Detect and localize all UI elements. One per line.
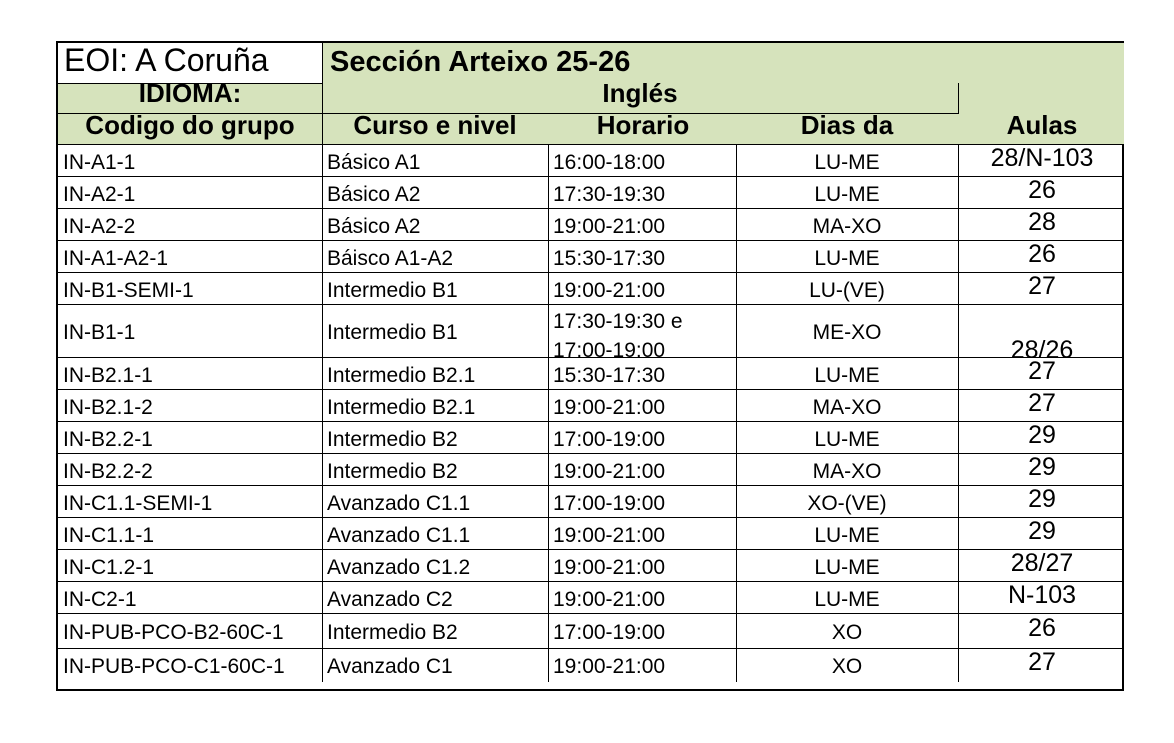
cell-days: XO-(VE) <box>807 492 887 515</box>
divider <box>736 390 737 422</box>
cell-room: 27 <box>1028 357 1056 385</box>
cell-days: LU-ME <box>814 556 880 579</box>
cell-course: Básico A2 <box>327 215 421 238</box>
cell-room: 29 <box>1028 421 1056 449</box>
cell-course: Avanzado C1.2 <box>327 556 471 579</box>
divider <box>958 550 959 582</box>
divider <box>548 273 549 305</box>
divider <box>322 145 323 177</box>
cell-code: IN-B1-SEMI-1 <box>63 279 194 302</box>
divider <box>736 422 737 454</box>
table-row <box>58 209 1124 241</box>
table-row <box>58 454 1124 486</box>
section-title: Sección Arteixo 25-26 <box>330 46 631 78</box>
divider <box>736 582 737 614</box>
divider <box>736 209 737 241</box>
cell-code: IN-C1.1-1 <box>63 524 155 547</box>
cell-days: LU-ME <box>814 364 880 387</box>
cell-room: 27 <box>1028 648 1056 676</box>
cell-code: IN-C2-1 <box>63 588 137 611</box>
divider <box>548 614 549 649</box>
divider <box>958 209 959 241</box>
cell-course: Avanzado C2 <box>327 588 453 611</box>
cell-course: Avanzado C1 <box>327 655 453 678</box>
cell-days: LU-ME <box>814 428 880 451</box>
cell-schedule: 19:00-21:00 <box>553 215 666 238</box>
divider <box>548 145 549 177</box>
cell-schedule: 15:30-17:30 <box>553 364 666 387</box>
divider <box>548 454 549 486</box>
cell-course: Avanzado C1.1 <box>327 492 471 515</box>
table-row <box>58 582 1124 614</box>
divider <box>958 83 959 114</box>
table-row <box>58 177 1124 209</box>
cell-days: XO <box>831 621 863 644</box>
divider <box>958 486 959 518</box>
cell-course: Intermedio B2.1 <box>327 364 476 387</box>
cell-schedule: 17:00-19:00 <box>553 492 666 515</box>
cell-days: LU-ME <box>814 247 880 270</box>
cell-days: LU-ME <box>814 151 880 174</box>
cell-room: 28/N-103 <box>990 144 1094 172</box>
cell-room: 26 <box>1028 614 1056 642</box>
divider <box>736 241 737 273</box>
table-row <box>58 518 1124 550</box>
divider <box>322 43 323 145</box>
divider <box>736 486 737 518</box>
cell-course: Intermedio B1 <box>327 321 458 344</box>
divider <box>958 177 959 209</box>
divider <box>958 614 959 649</box>
cell-days: LU-(VE) <box>809 279 885 302</box>
cell-course: Básico A2 <box>327 183 421 206</box>
divider <box>548 582 549 614</box>
cell-course: Intermedio B2 <box>327 428 458 451</box>
divider <box>736 454 737 486</box>
cell-room: N-103 <box>1007 581 1077 609</box>
divider <box>548 422 549 454</box>
column-header-code: Codigo do grupo <box>85 110 295 140</box>
table-row <box>58 358 1124 390</box>
cell-course: Intermedio B1 <box>327 279 458 302</box>
table-row <box>58 273 1124 305</box>
divider <box>322 486 323 518</box>
cell-days: XO <box>831 655 863 678</box>
cell-course: Intermedio B2.1 <box>327 396 476 419</box>
divider <box>736 614 737 649</box>
divider <box>958 273 959 305</box>
cell-schedule: 19:00-21:00 <box>553 556 666 579</box>
cell-schedule: 19:00-21:00 <box>553 524 666 547</box>
cell-days: LU-ME <box>814 588 880 611</box>
cell-course: Intermedio B2 <box>327 621 458 644</box>
cell-schedule: 16:00-18:00 <box>553 151 666 174</box>
cell-room: 28/26 <box>1010 336 1074 364</box>
cell-room: 28/27 <box>1010 549 1074 577</box>
cell-schedule: 19:00-21:00 <box>553 279 666 302</box>
cell-course: Básico A1 <box>327 151 421 174</box>
divider <box>958 145 959 177</box>
divider <box>736 273 737 305</box>
cell-room: 27 <box>1028 389 1056 417</box>
table-row <box>58 614 1124 649</box>
cell-code: IN-A2-1 <box>63 183 136 206</box>
divider <box>958 305 959 358</box>
divider <box>548 390 549 422</box>
cell-code: IN-C1.1-SEMI-1 <box>63 492 213 515</box>
divider <box>736 145 737 177</box>
divider <box>958 518 959 550</box>
cell-days: MA-XO <box>812 215 882 238</box>
cell-room: 27 <box>1028 272 1056 300</box>
cell-code: IN-A1-A2-1 <box>63 247 169 270</box>
divider <box>548 209 549 241</box>
cell-room: 26 <box>1028 240 1056 268</box>
divider <box>736 649 737 682</box>
cell-room: 29 <box>1028 453 1056 481</box>
cell-code: IN-PUB-PCO-B2-60C-1 <box>63 621 284 644</box>
cell-days: MA-XO <box>812 396 882 419</box>
cell-course: Intermedio B2 <box>327 460 458 483</box>
cell-days: LU-ME <box>814 183 880 206</box>
table-row <box>58 241 1124 273</box>
cell-schedule: 17:30-19:30 <box>553 183 666 206</box>
divider <box>322 582 323 614</box>
divider <box>322 241 323 273</box>
divider <box>958 422 959 454</box>
cell-course: Avanzado C1.1 <box>327 524 471 547</box>
cell-code: IN-C1.2-1 <box>63 556 155 579</box>
cell-schedule: 17:30-19:30 e <box>553 310 683 333</box>
schedule-table <box>56 41 1124 691</box>
cell-code: IN-B2.1-2 <box>63 396 153 419</box>
cell-schedule: 19:00-21:00 <box>553 460 666 483</box>
divider <box>736 305 737 358</box>
divider <box>736 177 737 209</box>
divider <box>548 241 549 273</box>
divider <box>548 550 549 582</box>
language-name: Inglés <box>602 78 678 108</box>
cell-schedule: 17:00-19:00 <box>553 621 666 644</box>
divider <box>958 358 959 390</box>
table-row <box>58 550 1124 582</box>
cell-room: 29 <box>1028 517 1056 545</box>
divider <box>548 486 549 518</box>
divider <box>736 358 737 390</box>
cell-days: MA-XO <box>812 460 882 483</box>
divider <box>322 454 323 486</box>
table-row <box>58 145 1124 177</box>
divider <box>322 209 323 241</box>
divider <box>958 390 959 422</box>
column-header-schedule: Horario <box>596 110 690 140</box>
divider <box>322 177 323 209</box>
table-row <box>58 305 1124 364</box>
table-row <box>58 649 1124 682</box>
divider <box>322 518 323 550</box>
divider <box>322 305 323 358</box>
cell-code: IN-B2.2-1 <box>63 428 153 451</box>
cell-schedule: 17:00-19:00 <box>553 428 666 451</box>
cell-schedule: 19:00-21:00 <box>553 655 666 678</box>
divider <box>548 518 549 550</box>
cell-room: 26 <box>1028 176 1056 204</box>
cell-days: ME-XO <box>812 321 882 344</box>
divider <box>548 358 549 390</box>
divider <box>322 614 323 649</box>
cell-code: IN-B2.1-1 <box>63 364 153 387</box>
cell-code: IN-A1-1 <box>63 151 136 174</box>
column-header-days: Dias da <box>800 110 894 140</box>
cell-code: IN-PUB-PCO-C1-60C-1 <box>63 655 285 678</box>
divider <box>958 649 959 682</box>
divider <box>958 582 959 614</box>
divider <box>322 422 323 454</box>
divider <box>548 305 549 358</box>
divider <box>322 390 323 422</box>
divider <box>736 518 737 550</box>
divider <box>322 358 323 390</box>
cell-schedule: 15:30-17:30 <box>553 247 666 270</box>
table-row <box>58 390 1124 422</box>
cell-schedule-line2: 17:00-19:00 <box>553 339 666 362</box>
idioma-label: IDIOMA: <box>138 78 242 108</box>
cell-schedule: 19:00-21:00 <box>553 396 666 419</box>
divider <box>958 241 959 273</box>
cell-course: Báisco A1-A2 <box>327 247 454 270</box>
table-row <box>58 422 1124 454</box>
divider <box>958 454 959 486</box>
divider <box>322 649 323 682</box>
divider <box>322 550 323 582</box>
column-header-rooms: Aulas <box>1006 110 1078 140</box>
divider <box>322 273 323 305</box>
table-row <box>58 486 1124 518</box>
cell-code: IN-A2-2 <box>63 215 136 238</box>
cell-code: IN-B2.2-2 <box>63 460 153 483</box>
divider <box>548 649 549 682</box>
cell-room: 28 <box>1028 208 1056 236</box>
divider <box>548 177 549 209</box>
cell-days: LU-ME <box>814 524 880 547</box>
cell-code: IN-B1-1 <box>63 321 136 344</box>
cell-room: 29 <box>1028 485 1056 513</box>
column-header-course: Curso e nivel <box>353 110 517 140</box>
school-name: EOI: A Coruña <box>64 42 269 78</box>
cell-schedule: 19:00-21:00 <box>553 588 666 611</box>
divider <box>736 550 737 582</box>
